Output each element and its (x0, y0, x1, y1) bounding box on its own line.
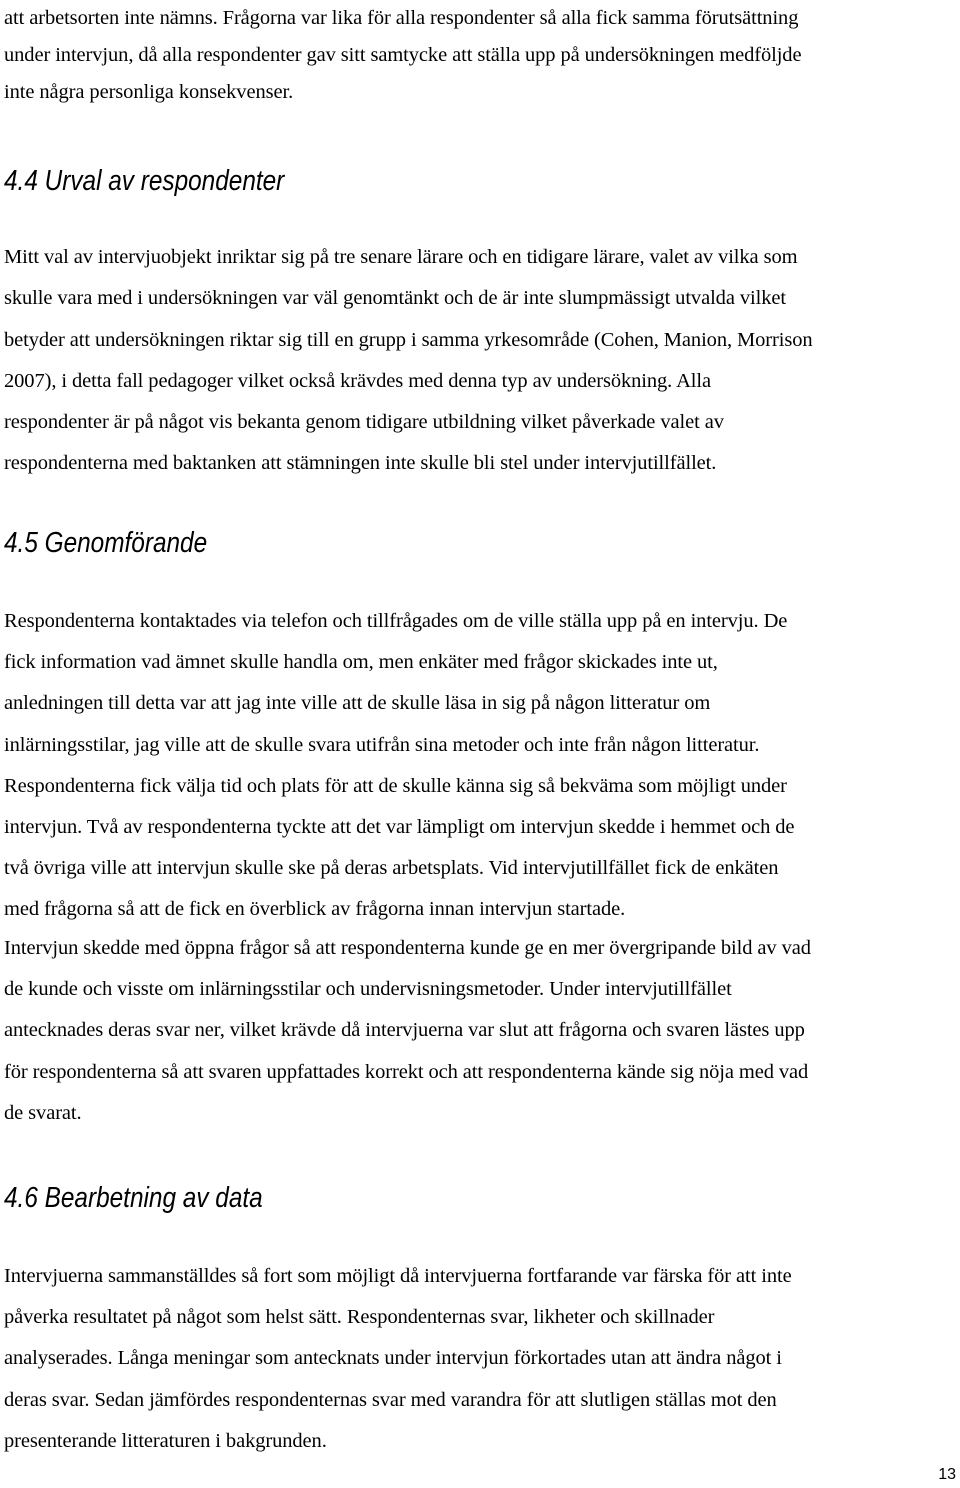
page-number: 13 (938, 1466, 956, 1483)
text-line: att arbetsorten inte nämns. Frågorna var lika för alla respondenter så alla fick samma förutsättning (4, 7, 799, 29)
text-line: intervjun. Två av respondenterna tyckte att det var lämpligt om intervjun skedde i hemmet och de (4, 816, 795, 839)
text-line: påverka resultatet på något som helst sätt. Respondenternas svar, likheter och skillnader (4, 1306, 715, 1329)
section-heading-bearbetning: 4.6 Bearbetning av data (4, 1182, 263, 1214)
text-line: Respondenterna kontaktades via telefon och tillfrågades om de ville ställa upp på en intervju. De (4, 610, 788, 632)
text-line: Mitt val av intervjuobjekt inriktar sig på tre senare lärare och en tidigare lärare, valet av vilka som (4, 246, 798, 268)
text-line: betyder att undersökningen riktar sig till en grupp i samma yrkesområde (Cohen, Manion, Morrison (4, 328, 813, 351)
text-line: 2007), i detta fall pedagoger vilket också krävdes med denna typ av undersökning. Alla (4, 369, 711, 392)
intro-paragraph (4, 0, 801, 111)
text-line: Respondenterna fick välja tid och plats för att de skulle känna sig så bekväma som möjligt under (4, 774, 787, 797)
bearbetning-paragraph (4, 1256, 792, 1462)
text-line: Intervjuerna sammanställdes så fort som möjligt då intervjuerna fortfarande var färska för att inte (4, 1265, 792, 1287)
text-line: för respondenterna så att svaren uppfattades korrekt och att respondenterna kände sig nöja med vad (4, 1060, 809, 1083)
text-line: deras svar. Sedan jämfördes respondenternas svar med varandra för att slutligen ställas mot den (4, 1388, 777, 1411)
text-line: under intervjun, då alla respondenter gav sitt samtycke att ställa upp på undersökningen medföljde (4, 44, 802, 66)
text-line: presenterande litteraturen i bakgrunden. (4, 1429, 327, 1452)
section-heading-urval: 4.4 Urval av respondenter (4, 165, 285, 197)
text-line: fick information vad ämnet skulle handla om, men enkäter med frågor skickades inte ut, (4, 651, 718, 674)
text-line: skulle vara med i undersökningen var väl genomtänkt och de är inte slumpmässigt utvalda vilket (4, 287, 786, 310)
text-line: respondenter är på något vis bekanta genom tidigare utbildning vilket påverkade valet av (4, 411, 724, 434)
genomforande-paragraph-2 (4, 928, 811, 1134)
text-line: anledningen till detta var att jag inte ville att de skulle läsa in sig på någon litteratur om (4, 692, 711, 715)
section-heading-genomforande: 4.5 Genomförande (4, 527, 208, 559)
text-line: två övriga ville att intervjun skulle ske på deras arbetsplats. Vid intervjutillfället fick de enkäten (4, 857, 779, 880)
text-line: de svarat. (4, 1101, 82, 1124)
text-line: med frågorna så att de fick en överblick av frågorna innan intervjun startade. (4, 898, 626, 921)
text-line: de kunde och visste om inlärningsstilar och undervisningsmetoder. Under intervjutillfället (4, 978, 732, 1001)
text-line: antecknades deras svar ner, vilket krävde då intervjuerna var slut att frågorna och svaren lästes upp (4, 1019, 805, 1042)
urval-paragraph (4, 237, 813, 485)
text-line: inlärningsstilar, jag ville att de skulle svara utifrån sina metoder och inte från någon litteratur. (4, 733, 760, 756)
text-line: Intervjun skedde med öppna frågor så att respondenterna kunde ge en mer övergripande bild av vad (4, 937, 811, 959)
text-line: analyserades. Långa meningar som antecknats under intervjun förkortades utan att ändra något i (4, 1347, 782, 1370)
text-line: inte några personliga konsekvenser. (4, 81, 294, 103)
genomforande-paragraph-1 (4, 601, 794, 931)
text-line: respondenterna med baktanken att stämningen inte skulle bli stel under intervjutillfället. (4, 452, 717, 475)
